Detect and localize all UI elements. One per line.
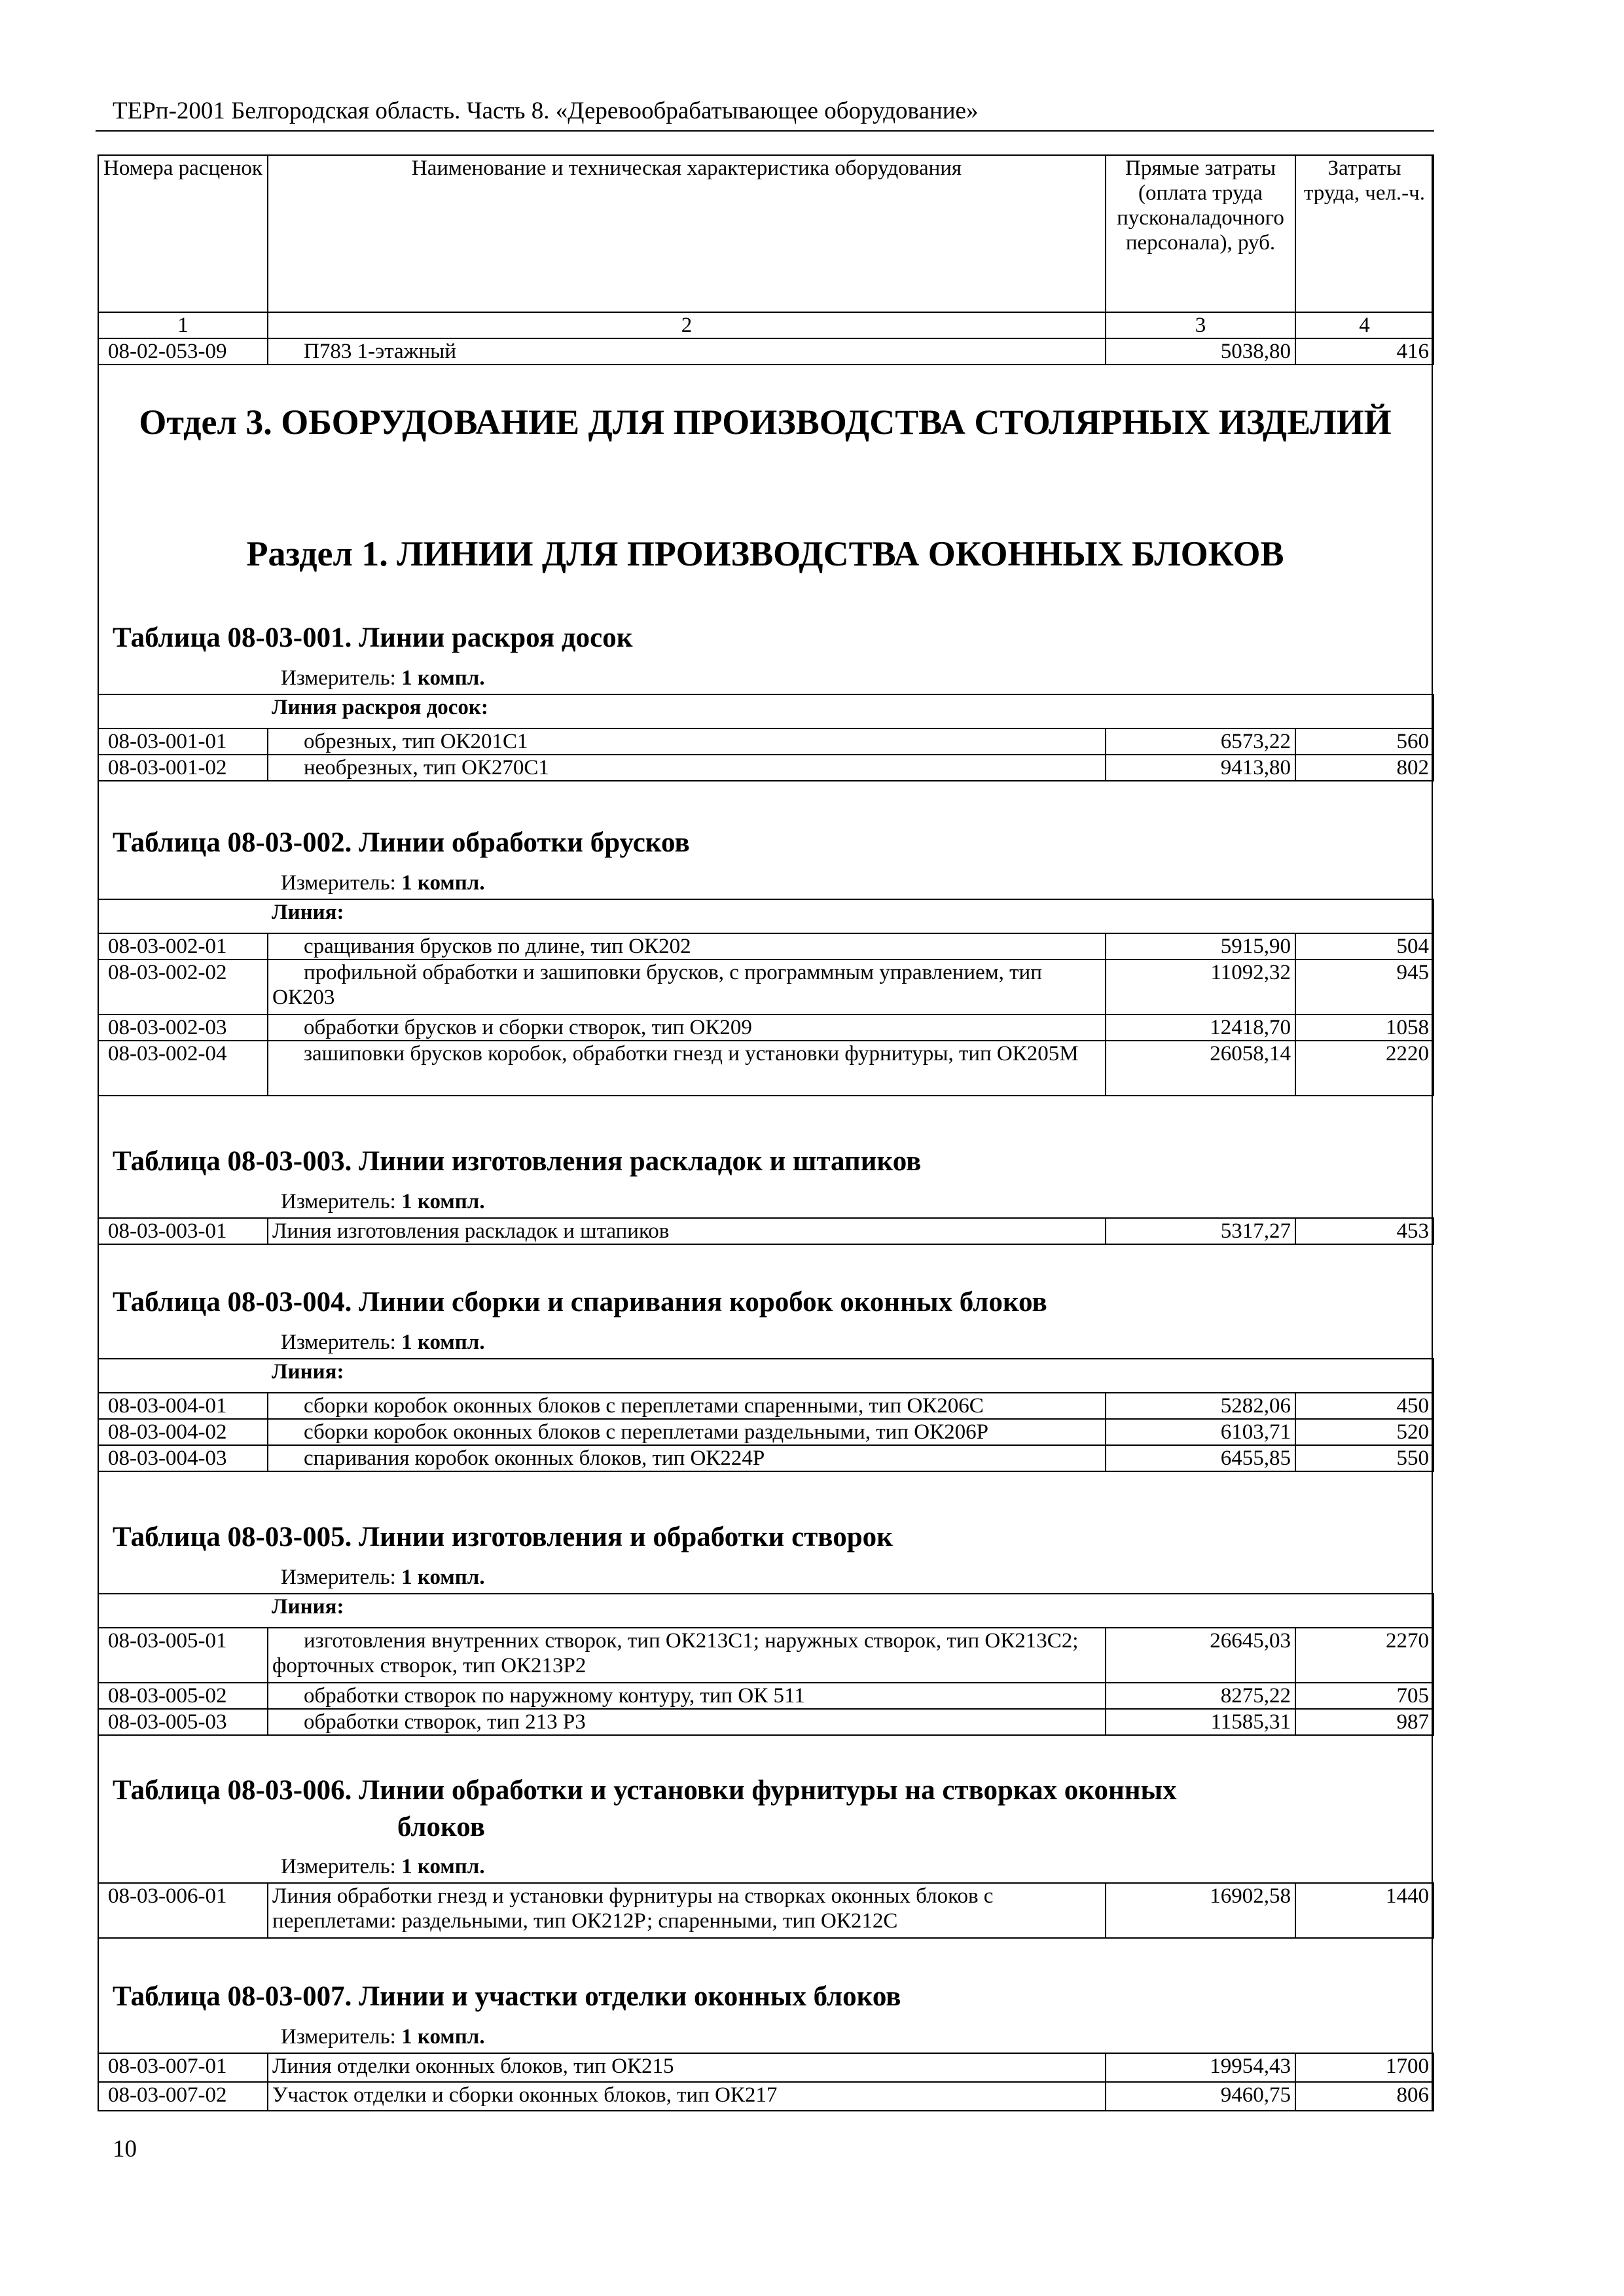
row-name: Линия отделки оконных блоков, тип ОК215 — [268, 2053, 1106, 2082]
measure-line — [281, 870, 485, 896]
table-row — [98, 1393, 1434, 1419]
row-cost: 6455,85 — [1106, 1445, 1295, 1471]
measure-label: Измеритель: — [281, 1331, 396, 1354]
table-title: Таблица 08-03-004. Линии сборки и спаривания коробок оконных блоков — [113, 1287, 1047, 1318]
row-name: сращивания брусков по длине, тип ОК202 — [268, 933, 1106, 960]
measure-unit: 1 компл. — [401, 666, 485, 690]
measure-label: Измеритель: — [281, 1855, 396, 1878]
subheader-label: Линия раскроя досок: — [268, 694, 1434, 728]
measure-label: Измеритель: — [281, 1190, 396, 1213]
row-labor: 2220 — [1295, 1041, 1434, 1096]
table-row — [98, 2053, 1434, 2082]
row-code: 08-03-001-02 — [98, 755, 268, 781]
row-labor: 806 — [1295, 2082, 1434, 2111]
row-labor: 560 — [1295, 728, 1434, 755]
table-subheader — [98, 1359, 1434, 1393]
row-cost: 5317,27 — [1106, 1218, 1295, 1244]
row-cost: 6573,22 — [1106, 728, 1295, 755]
row-cost: 16902,58 — [1106, 1883, 1295, 1938]
table-row — [98, 1883, 1434, 1938]
column-header-row — [98, 155, 1434, 312]
row-code: 08-03-005-01 — [98, 1628, 268, 1683]
table-row — [98, 728, 1434, 755]
col-header-labor: Затраты труда, чел.-ч. — [1295, 155, 1434, 312]
column-header-table — [98, 154, 1434, 365]
row-labor: 987 — [1295, 1709, 1434, 1735]
row-labor: 450 — [1295, 1393, 1434, 1419]
measure-line — [281, 2024, 485, 2050]
measure-label: Измеритель: — [281, 871, 396, 895]
table-title: Таблица 08-03-007. Линии и участки отделки оконных блоков — [113, 1981, 901, 2012]
running-header: ТЕРп-2001 Белгородская область. Часть 8. «Деревообрабатывающее оборудование» — [113, 98, 979, 124]
row-name: необрезных, тип ОК270С1 — [268, 755, 1106, 781]
row-code: 08-03-007-02 — [98, 2082, 268, 2111]
measure-unit: 1 компл. — [401, 1566, 485, 1589]
row-name: обработки брусков и сборки створок, тип ОК209 — [268, 1014, 1106, 1041]
col-header-code: Номера расценок — [98, 155, 268, 312]
rates-table — [98, 694, 1434, 781]
row-labor: 504 — [1295, 933, 1434, 960]
rates-table — [98, 1593, 1434, 1736]
table-subheader — [98, 694, 1434, 728]
rates-table — [98, 899, 1434, 1096]
row-labor: 550 — [1295, 1445, 1434, 1471]
subheader-label: Линия: — [268, 1359, 1434, 1393]
table-title-line1: Таблица 08-03-006. Линии обработки и установки фурнитуры на створках оконных — [113, 1775, 1177, 1806]
section-title: Раздел 1. ЛИНИИ ДЛЯ ПРОИЗВОДСТВА ОКОННЫХ БЛОКОВ — [246, 534, 1284, 573]
row-code: 08-03-006-01 — [98, 1883, 268, 1938]
row-cost: 12418,70 — [1106, 1014, 1295, 1041]
measure-line — [281, 1189, 485, 1215]
col-number-2: 2 — [268, 312, 1106, 338]
rates-table — [98, 1217, 1434, 1245]
measure-line — [281, 1854, 485, 1880]
row-name: профильной обработки и зашиповки брусков, с программным управлением, тип ОК203 — [268, 960, 1106, 1014]
row-code: 08-03-003-01 — [98, 1218, 268, 1244]
row-code: 08-03-004-02 — [98, 1419, 268, 1445]
table-title: Таблица 08-03-003. Линии изготовления раскладок и штапиков — [113, 1146, 922, 1177]
row-cost: 5915,90 — [1106, 933, 1295, 960]
row-code: 08-03-004-01 — [98, 1393, 268, 1419]
col-number-3: 3 — [1106, 312, 1295, 338]
header-rule — [96, 130, 1434, 132]
row-cost: 9460,75 — [1106, 2082, 1295, 2111]
measure-unit: 1 компл. — [401, 1190, 485, 1213]
table-row — [98, 1683, 1434, 1709]
rates-table — [98, 1358, 1434, 1472]
measure-unit: 1 компл. — [401, 1855, 485, 1878]
row-cost: 26058,14 — [1106, 1041, 1295, 1096]
row-name: обрезных, тип ОК201С1 — [268, 728, 1106, 755]
row-code: 08-02-053-09 — [98, 338, 268, 365]
table-row — [98, 1628, 1434, 1683]
department-title: Отдел 3. ОБОРУДОВАНИЕ ДЛЯ ПРОИЗВОДСТВА СТОЛЯРНЫХ ИЗДЕЛИЙ — [139, 403, 1392, 442]
table-row — [98, 1014, 1434, 1041]
table-title: Таблица 08-03-001. Линии раскроя досок — [113, 622, 633, 653]
measure-label: Измеритель: — [281, 2025, 396, 2049]
col-number-4: 4 — [1295, 312, 1434, 338]
subheader-label: Линия: — [268, 1594, 1434, 1628]
row-labor: 945 — [1295, 960, 1434, 1014]
rates-table — [98, 2053, 1434, 2111]
table-row — [98, 755, 1434, 781]
table-row — [98, 338, 1434, 365]
row-cost: 6103,71 — [1106, 1419, 1295, 1445]
table-title-line2: блоков — [397, 1812, 485, 1842]
table-title: Таблица 08-03-005. Линии изготовления и обработки створок — [113, 1522, 893, 1552]
column-number-row — [98, 312, 1434, 338]
table-subheader — [98, 1594, 1434, 1628]
row-labor: 1058 — [1295, 1014, 1434, 1041]
measure-label: Измеритель: — [281, 666, 396, 690]
row-labor: 520 — [1295, 1419, 1434, 1445]
measure-unit: 1 компл. — [401, 1331, 485, 1354]
table-row — [98, 1218, 1434, 1244]
row-code: 08-03-001-01 — [98, 728, 268, 755]
table-subheader — [98, 899, 1434, 933]
row-name: обработки створок, тип 213 Р3 — [268, 1709, 1106, 1735]
row-labor: 802 — [1295, 755, 1434, 781]
row-name: сборки коробок оконных блоков с переплетами раздельными, тип ОК206Р — [268, 1419, 1106, 1445]
row-labor: 2270 — [1295, 1628, 1434, 1683]
measure-line — [281, 665, 485, 691]
measure-unit: 1 компл. — [401, 2025, 485, 2049]
col-header-name: Наименование и техническая характеристика оборудования — [268, 155, 1106, 312]
table-row — [98, 1445, 1434, 1471]
measure-unit: 1 компл. — [401, 871, 485, 895]
row-labor: 1440 — [1295, 1883, 1434, 1938]
col-header-cost: Прямые затраты (оплата труда пусконаладочного персонала), руб. — [1106, 155, 1295, 312]
row-cost: 9413,80 — [1106, 755, 1295, 781]
row-name: Линия обработки гнезд и установки фурнитуры на створках оконных блоков с переплетами: раздельными, тип ОК212Р; спаренными, тип ОК212С — [268, 1883, 1106, 1938]
row-name: обработки створок по наружному контуру, тип ОК 511 — [268, 1683, 1106, 1709]
row-name: изготовления внутренних створок, тип ОК213С1; наружных створок, тип ОК213С2; форточных створок, тип ОК213Р2 — [268, 1628, 1106, 1683]
measure-line — [281, 1564, 485, 1590]
measure-line — [281, 1329, 485, 1355]
row-name: сборки коробок оконных блоков с переплетами спаренными, тип ОК206С — [268, 1393, 1106, 1419]
row-code: 08-03-007-01 — [98, 2053, 268, 2082]
row-labor: 705 — [1295, 1683, 1434, 1709]
row-name: зашиповки брусков коробок, обработки гнезд и установки фурнитуры, тип ОК205М — [268, 1041, 1106, 1096]
rates-table — [98, 1882, 1434, 1939]
row-code: 08-03-004-03 — [98, 1445, 268, 1471]
subheader-label: Линия: — [268, 899, 1434, 933]
table-row — [98, 1041, 1434, 1096]
row-code: 08-03-005-02 — [98, 1683, 268, 1709]
row-code: 08-03-002-03 — [98, 1014, 268, 1041]
row-labor: 416 — [1295, 338, 1434, 365]
row-cost: 11092,32 — [1106, 960, 1295, 1014]
row-code: 08-03-005-03 — [98, 1709, 268, 1735]
table-row — [98, 1419, 1434, 1445]
table-row — [98, 2082, 1434, 2111]
row-name: Участок отделки и сборки оконных блоков, тип ОК217 — [268, 2082, 1106, 2111]
row-cost: 5038,80 — [1106, 338, 1295, 365]
row-code: 08-03-002-02 — [98, 960, 268, 1014]
row-name: П783 1-этажный — [268, 338, 1106, 365]
row-code: 08-03-002-01 — [98, 933, 268, 960]
row-name: Линия изготовления раскладок и штапиков — [268, 1218, 1106, 1244]
table-row — [98, 933, 1434, 960]
row-labor: 1700 — [1295, 2053, 1434, 2082]
page-number: 10 — [113, 2136, 137, 2162]
row-code: 08-03-002-04 — [98, 1041, 268, 1096]
measure-label: Измеритель: — [281, 1566, 396, 1589]
table-row — [98, 1709, 1434, 1735]
row-cost: 5282,06 — [1106, 1393, 1295, 1419]
table-title — [113, 1772, 1415, 1846]
table-title: Таблица 08-03-002. Линии обработки брусков — [113, 827, 690, 858]
row-name: спаривания коробок оконных блоков, тип ОК224Р — [268, 1445, 1106, 1471]
row-cost: 19954,43 — [1106, 2053, 1295, 2082]
row-cost: 8275,22 — [1106, 1683, 1295, 1709]
table-row — [98, 960, 1434, 1014]
col-number-1: 1 — [98, 312, 268, 338]
row-cost: 26645,03 — [1106, 1628, 1295, 1683]
row-labor: 453 — [1295, 1218, 1434, 1244]
row-cost: 11585,31 — [1106, 1709, 1295, 1735]
